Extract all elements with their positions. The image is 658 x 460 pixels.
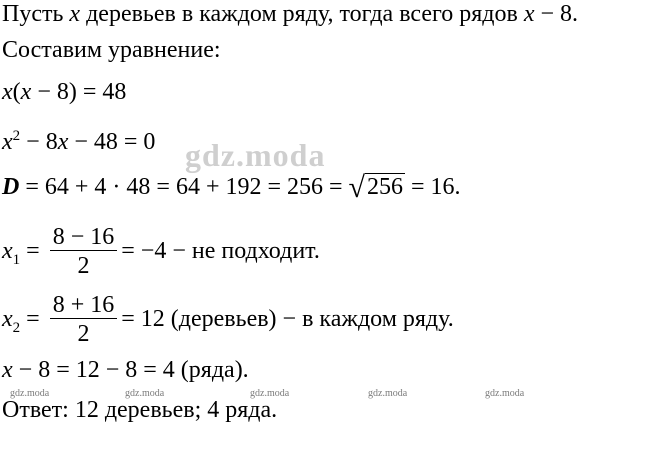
watermark-small: gdz.moda: [10, 388, 50, 399]
watermark-small: gdz.moda: [250, 388, 290, 399]
fraction-x1: $\frac{8 - 16}{2}$: [50, 224, 118, 281]
root-x2-line: $x_2$ = $\frac{8 + 16}{2}$ = 12 (деревьев) − в каждом ряду.: [2, 292, 454, 347]
watermark-small: gdz.moda: [368, 388, 408, 399]
watermark-small: gdz.moda: [125, 388, 165, 399]
square-root: √256: [348, 171, 404, 204]
equation-1: x(x − 8) = 48: [2, 79, 127, 105]
equation-2: $x^2 - 8x - 48 = 0$: [2, 128, 156, 155]
discriminant-line: D = 64 + 4 · 48 = 64 + 192 = 256 = √256 = 16.: [2, 171, 461, 204]
text-line-1: Пусть x деревьев в каждом ряду, тогда всего рядов x − 8.: [2, 1, 579, 27]
rows-calculation-line: x − 8 = 12 − 8 = 4 (ряда).: [2, 357, 249, 383]
watermark-logo: gdz.moda: [185, 137, 326, 173]
answer-line: Ответ: 12 деревьев; 4 ряда.: [2, 397, 278, 423]
fraction-x2: $\frac{8 + 16}{2}$: [50, 292, 118, 349]
watermark-small: gdz.moda: [485, 388, 525, 399]
root-x1-line: $x_1$ = $\frac{8 - 16}{2}$ = −4 − не подходит.: [2, 224, 320, 279]
text-line-2: Составим уравнение:: [2, 37, 221, 63]
